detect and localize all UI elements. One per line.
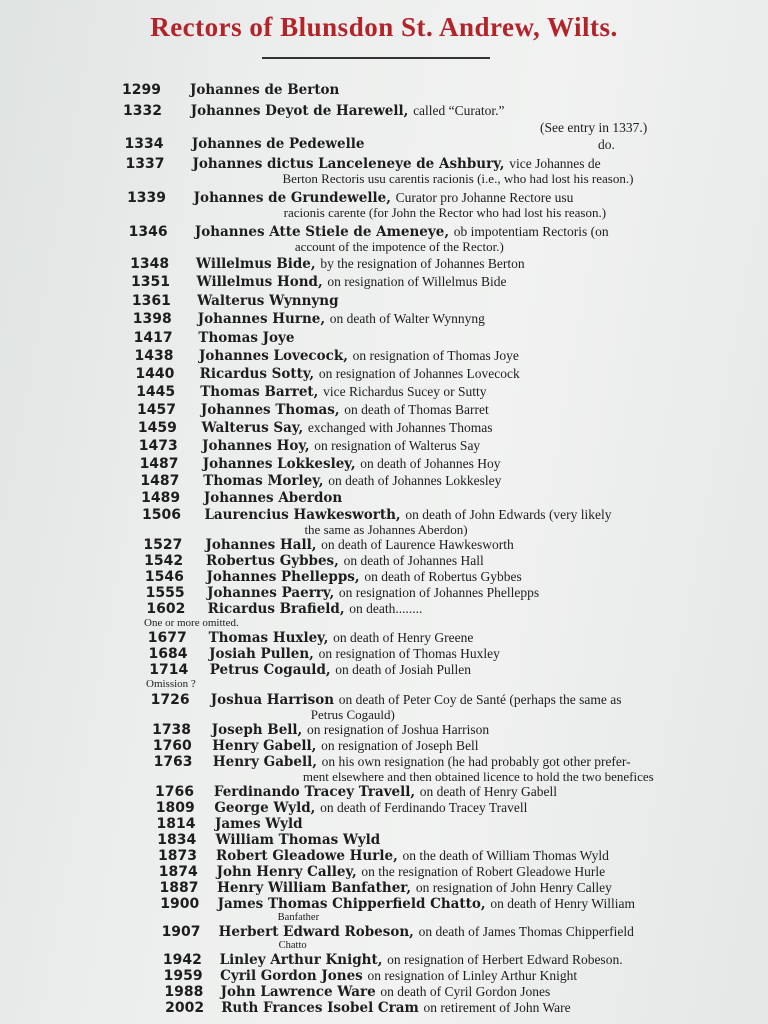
rector-note: on resignation of John Henry Calley (415, 880, 612, 895)
rector-note: on death of James Thomas Chipperfield (418, 924, 634, 939)
rector-name-text: Ricardus Brafield, (207, 601, 345, 617)
rector-name-text: Johannes dictus Lanceleneye de Ashbury, (192, 156, 505, 172)
rector-name-text: Johannes Atte Stiele de Ameneye, (194, 224, 450, 240)
rector-name (209, 630, 474, 646)
rector-note: on death of Johannes Hall (343, 553, 484, 568)
rector-name-text: Ricardus Sotty, (199, 366, 315, 382)
rector-year: 1726 (150, 692, 190, 708)
rector-name (194, 190, 574, 206)
rector-name (204, 507, 611, 523)
rector-note: by the resignation of Johannes Berton (320, 256, 525, 271)
rector-year: 1332 (122, 103, 162, 119)
rector-note: on resignation of Walterus Say (314, 438, 481, 453)
rector-name-text: Thomas Joye (198, 330, 295, 346)
rector-name-text: Johannes Aberdon (203, 490, 343, 506)
rector-year: 1959 (163, 968, 203, 984)
rector-note-continued: the same as Johannes Aberdon) (304, 522, 468, 537)
rector-note: on death of Johannes Lokkesley (328, 473, 502, 488)
rector-year: 1907 (161, 924, 201, 940)
rector-note: on death of Walter Wynnyng (329, 311, 485, 326)
rector-name (207, 569, 522, 585)
rector-note-continued: racionis carente (for John the Rector who had lost his reason.) (283, 205, 607, 220)
rector-year: 1900 (160, 896, 200, 912)
rector-note: on death of Peter Coy de Santé (perhaps the same as (338, 692, 622, 707)
rector-note: on resignation of Herbert Edward Robeson. (387, 952, 623, 967)
rector-name (216, 848, 609, 864)
rector-name (214, 800, 527, 816)
rector-note: on the death of William Thomas Wyld (402, 848, 609, 863)
rector-note: on the resignation of Robert Gleadowe Hurle (361, 864, 606, 879)
rector-name (201, 420, 492, 436)
rector-name (203, 456, 501, 472)
rector-year: 1346 (128, 224, 168, 240)
rector-year: 1337 (125, 156, 165, 172)
rector-name (200, 366, 520, 382)
rector-note-continued: ment elsewhere and then obtained licence to hold the two benefices (302, 769, 654, 784)
rector-name (204, 490, 342, 506)
rector-year: 1546 (144, 569, 184, 585)
rector-name-text: Johannes Hall, (205, 537, 317, 553)
rector-year: 1763 (153, 754, 193, 770)
rector-name (199, 348, 519, 364)
rector-year: 1398 (132, 311, 172, 327)
rector-name (220, 968, 577, 984)
rector-name-text: Cyril Gordon Jones (220, 968, 363, 984)
ditto-note: do. (598, 137, 615, 152)
rector-name-text: Ferdinando Tracey Travell, (213, 784, 416, 800)
rector-year: 1684 (148, 646, 188, 662)
rector-name (202, 438, 480, 454)
rector-name (191, 103, 505, 119)
rector-name-text: Robert Gleadowe Hurle, (216, 848, 398, 864)
rector-note: on retirement of John Ware (423, 1000, 571, 1015)
rector-year: 1887 (159, 880, 199, 896)
rector-note: on death of Thomas Barret (344, 402, 489, 417)
rector-name-text: Johannes Phellepps, (206, 569, 360, 585)
rector-name (211, 692, 622, 708)
rector-name (208, 601, 423, 617)
rector-note: on resignation of Johannes Lovecock (318, 366, 520, 381)
rector-name-text: Johannes Lokkesley, (202, 456, 356, 472)
rector-name-text: Laurencius Hawkesworth, (204, 507, 401, 523)
rector-year: 1473 (138, 438, 178, 454)
rector-year: 1457 (137, 402, 176, 418)
rector-note: on death........ (349, 601, 423, 616)
rector-name (210, 662, 471, 678)
rector-note: vice Johannes de (509, 156, 601, 171)
rector-year: 1809 (155, 800, 195, 816)
rector-year: 1677 (147, 630, 187, 646)
rector-name-text: Herbert Edward Robeson, (218, 924, 414, 940)
rector-name-text: Walterus Say, (201, 420, 304, 436)
rector-name-text: Petrus Cogauld, (209, 662, 331, 678)
rector-name (216, 832, 381, 848)
rector-name-text: Linley Arthur Knight, (219, 952, 383, 968)
rector-name (195, 224, 609, 240)
rector-year: 1527 (143, 537, 183, 553)
rector-name-text: Ruth Frances Isobel Cram (221, 1000, 419, 1016)
rector-note: on resignation of Thomas Huxley (318, 646, 500, 661)
rector-year: 1445 (136, 384, 176, 400)
rector-name-text: George Wyld, (214, 800, 316, 816)
rector-name (201, 402, 489, 418)
rector-name-text: Johannes de Berton (190, 82, 340, 98)
rector-name-text: Johannes de Pedewelle (191, 136, 365, 152)
rector-name (206, 553, 484, 569)
rector-name (217, 880, 612, 896)
rector-note: on resignation of Joseph Bell (321, 738, 479, 753)
rector-note: on death of Robertus Gybbes (364, 569, 522, 584)
rector-name (196, 256, 525, 272)
rector-name-text: Johannes Paerry, (207, 585, 335, 601)
rector-name (198, 311, 485, 327)
rector-note: on death of Henry William (490, 896, 635, 911)
rector-name (213, 754, 631, 770)
rector-year: 1438 (134, 348, 174, 364)
rector-name-text: Johannes Lovecock, (199, 348, 348, 364)
rector-note: on resignation of Joshua Harrison (306, 722, 490, 737)
rector-note-continued: Berton Rectoris usu carentis racionis (i.e., who had lost his reason.) (282, 171, 634, 186)
rector-name (212, 722, 489, 738)
rector-year: 1602 (146, 601, 186, 617)
rector-year: 1459 (137, 420, 177, 436)
rector-name-text: John Lawrence Ware (220, 984, 376, 1000)
rector-name-text: Joseph Bell, (211, 722, 303, 738)
rector-name-text: Robertus Gybbes, (206, 553, 339, 569)
rector-name (207, 585, 539, 601)
rector-note: on death of Ferdinando Tracey Travell (320, 800, 528, 815)
rector-name (197, 293, 338, 309)
rector-note: ob impotentiam Rectoris (on (453, 224, 609, 239)
rector-name-text: Henry Gabell, (212, 738, 317, 754)
see-entry-note: (See entry in 1337.) (540, 120, 648, 135)
rector-note: on death of Henry Greene (333, 630, 474, 645)
rector-name-text: James Thomas Chipperfield Chatto, (217, 896, 486, 912)
rector-name-text: Johannes Thomas, (200, 402, 340, 418)
rector-year: 1351 (131, 274, 170, 290)
rector-note: on death of Josiah Pullen (335, 662, 472, 677)
rector-year: 1766 (154, 784, 194, 800)
rector-year: 1334 (124, 136, 164, 152)
rector-note-continued: Petrus Cogauld) (310, 707, 395, 722)
rector-name-text: Johannes Hoy, (202, 438, 310, 454)
rector-name-text: Henry Gabell, (212, 754, 317, 770)
rector-year: 1814 (156, 816, 196, 832)
rector-name (218, 896, 635, 912)
rector-name (220, 952, 623, 968)
rector-name (190, 82, 339, 98)
rector-note: on resignation of Linley Arthur Knight (367, 968, 578, 983)
rector-year: 1988 (164, 984, 204, 1000)
rector-year: 1487 (139, 456, 179, 472)
rector-year: 1555 (145, 585, 185, 601)
rector-year: 1760 (152, 738, 192, 754)
rector-year: 1299 (122, 82, 161, 98)
rector-year: 1714 (149, 662, 189, 678)
rector-name-text: Willelmus Hond, (196, 274, 323, 290)
rector-note: on death of Johannes Hoy (360, 456, 501, 471)
rector-note: on death of Henry Gabell (419, 784, 557, 799)
rector-name-text: Thomas Huxley, (208, 630, 329, 646)
rector-name (215, 816, 303, 832)
omitted-note: One or more omitted. (144, 617, 239, 629)
rector-note: on resignation of Thomas Joye (352, 348, 519, 363)
rector-name-text: Walterus Wynnyng (197, 293, 339, 309)
rector-name (212, 738, 478, 754)
rector-year: 1489 (141, 490, 181, 506)
rector-note-continued: Banfather (277, 912, 320, 923)
rector-year: 1874 (158, 864, 198, 880)
rector-note: on resignation of Willelmus Bide (327, 274, 507, 289)
rector-name-text: Johannes Hurne, (197, 311, 326, 327)
title-underline (262, 57, 490, 59)
rector-year: 1487 (140, 473, 180, 489)
rector-name (197, 274, 507, 290)
rector-year: 1873 (158, 848, 197, 864)
rector-name-text: Thomas Barret, (200, 384, 319, 400)
rector-name (221, 1000, 570, 1016)
rector-year: 1506 (141, 507, 181, 523)
rector-name-text: Joshua Harrison (210, 692, 335, 708)
rector-name-text: Willelmus Bide, (195, 256, 316, 272)
rector-name (192, 136, 365, 152)
rector-year: 1348 (130, 256, 170, 272)
rector-name (203, 473, 501, 489)
rector-name (221, 984, 551, 1000)
rector-name (209, 646, 500, 662)
rector-name-text: Thomas Morley, (203, 473, 324, 489)
rector-note-continued: Chatto (278, 940, 307, 951)
rector-year: 1440 (135, 366, 175, 382)
page-title: Rectors of Blunsdon St. Andrew, Wilts. (150, 12, 618, 42)
rector-note-continued: account of the impotence of the Rector.) (294, 239, 504, 254)
rector-note: on resignation of Johannes Phellepps (338, 585, 540, 600)
rector-year: 1834 (157, 832, 197, 848)
rector-year: 1339 (127, 190, 167, 206)
rector-name (217, 864, 606, 880)
rector-note: Curator pro Johanne Rectore usu (395, 190, 574, 205)
rector-name (200, 384, 486, 400)
rector-note: called “Curator.” (413, 103, 505, 118)
rector-year: 2002 (165, 1000, 205, 1016)
rector-note: on death of Laurence Hawkesworth (321, 537, 514, 552)
rector-note: on death of Cyril Gordon Jones (380, 984, 551, 999)
rector-name-text: Josiah Pullen, (209, 646, 314, 662)
rector-name-text: Johannes de Grundewelle, (193, 190, 391, 206)
rector-name-text: Henry William Banfather, (217, 880, 412, 896)
rector-year: 1942 (162, 952, 202, 968)
rector-year: 1738 (152, 722, 192, 738)
rector-name-text: Johannes Deyot de Harewell, (190, 103, 409, 119)
rector-note: exchanged with Johannes Thomas (307, 420, 493, 435)
rector-name-text: William Thomas Wyld (215, 832, 381, 848)
rector-note: on death of John Edwards (very likely (405, 507, 612, 522)
rector-name-text: John Henry Calley, (216, 864, 357, 880)
rector-year: 1542 (144, 553, 184, 569)
rector-note: vice Richardus Sucey or Sutty (323, 384, 487, 399)
omission-note: Omission ? (146, 678, 196, 690)
rector-note: on his own resignation (he had probably got other prefer- (321, 754, 631, 769)
rector-name (205, 537, 513, 553)
rector-year: 1417 (133, 330, 173, 346)
rector-year: 1361 (131, 293, 171, 309)
rector-name (193, 156, 601, 172)
rector-name (214, 784, 557, 800)
rector-name (198, 330, 294, 346)
rector-name-text: James Wyld (214, 816, 303, 832)
rector-name (219, 924, 634, 940)
